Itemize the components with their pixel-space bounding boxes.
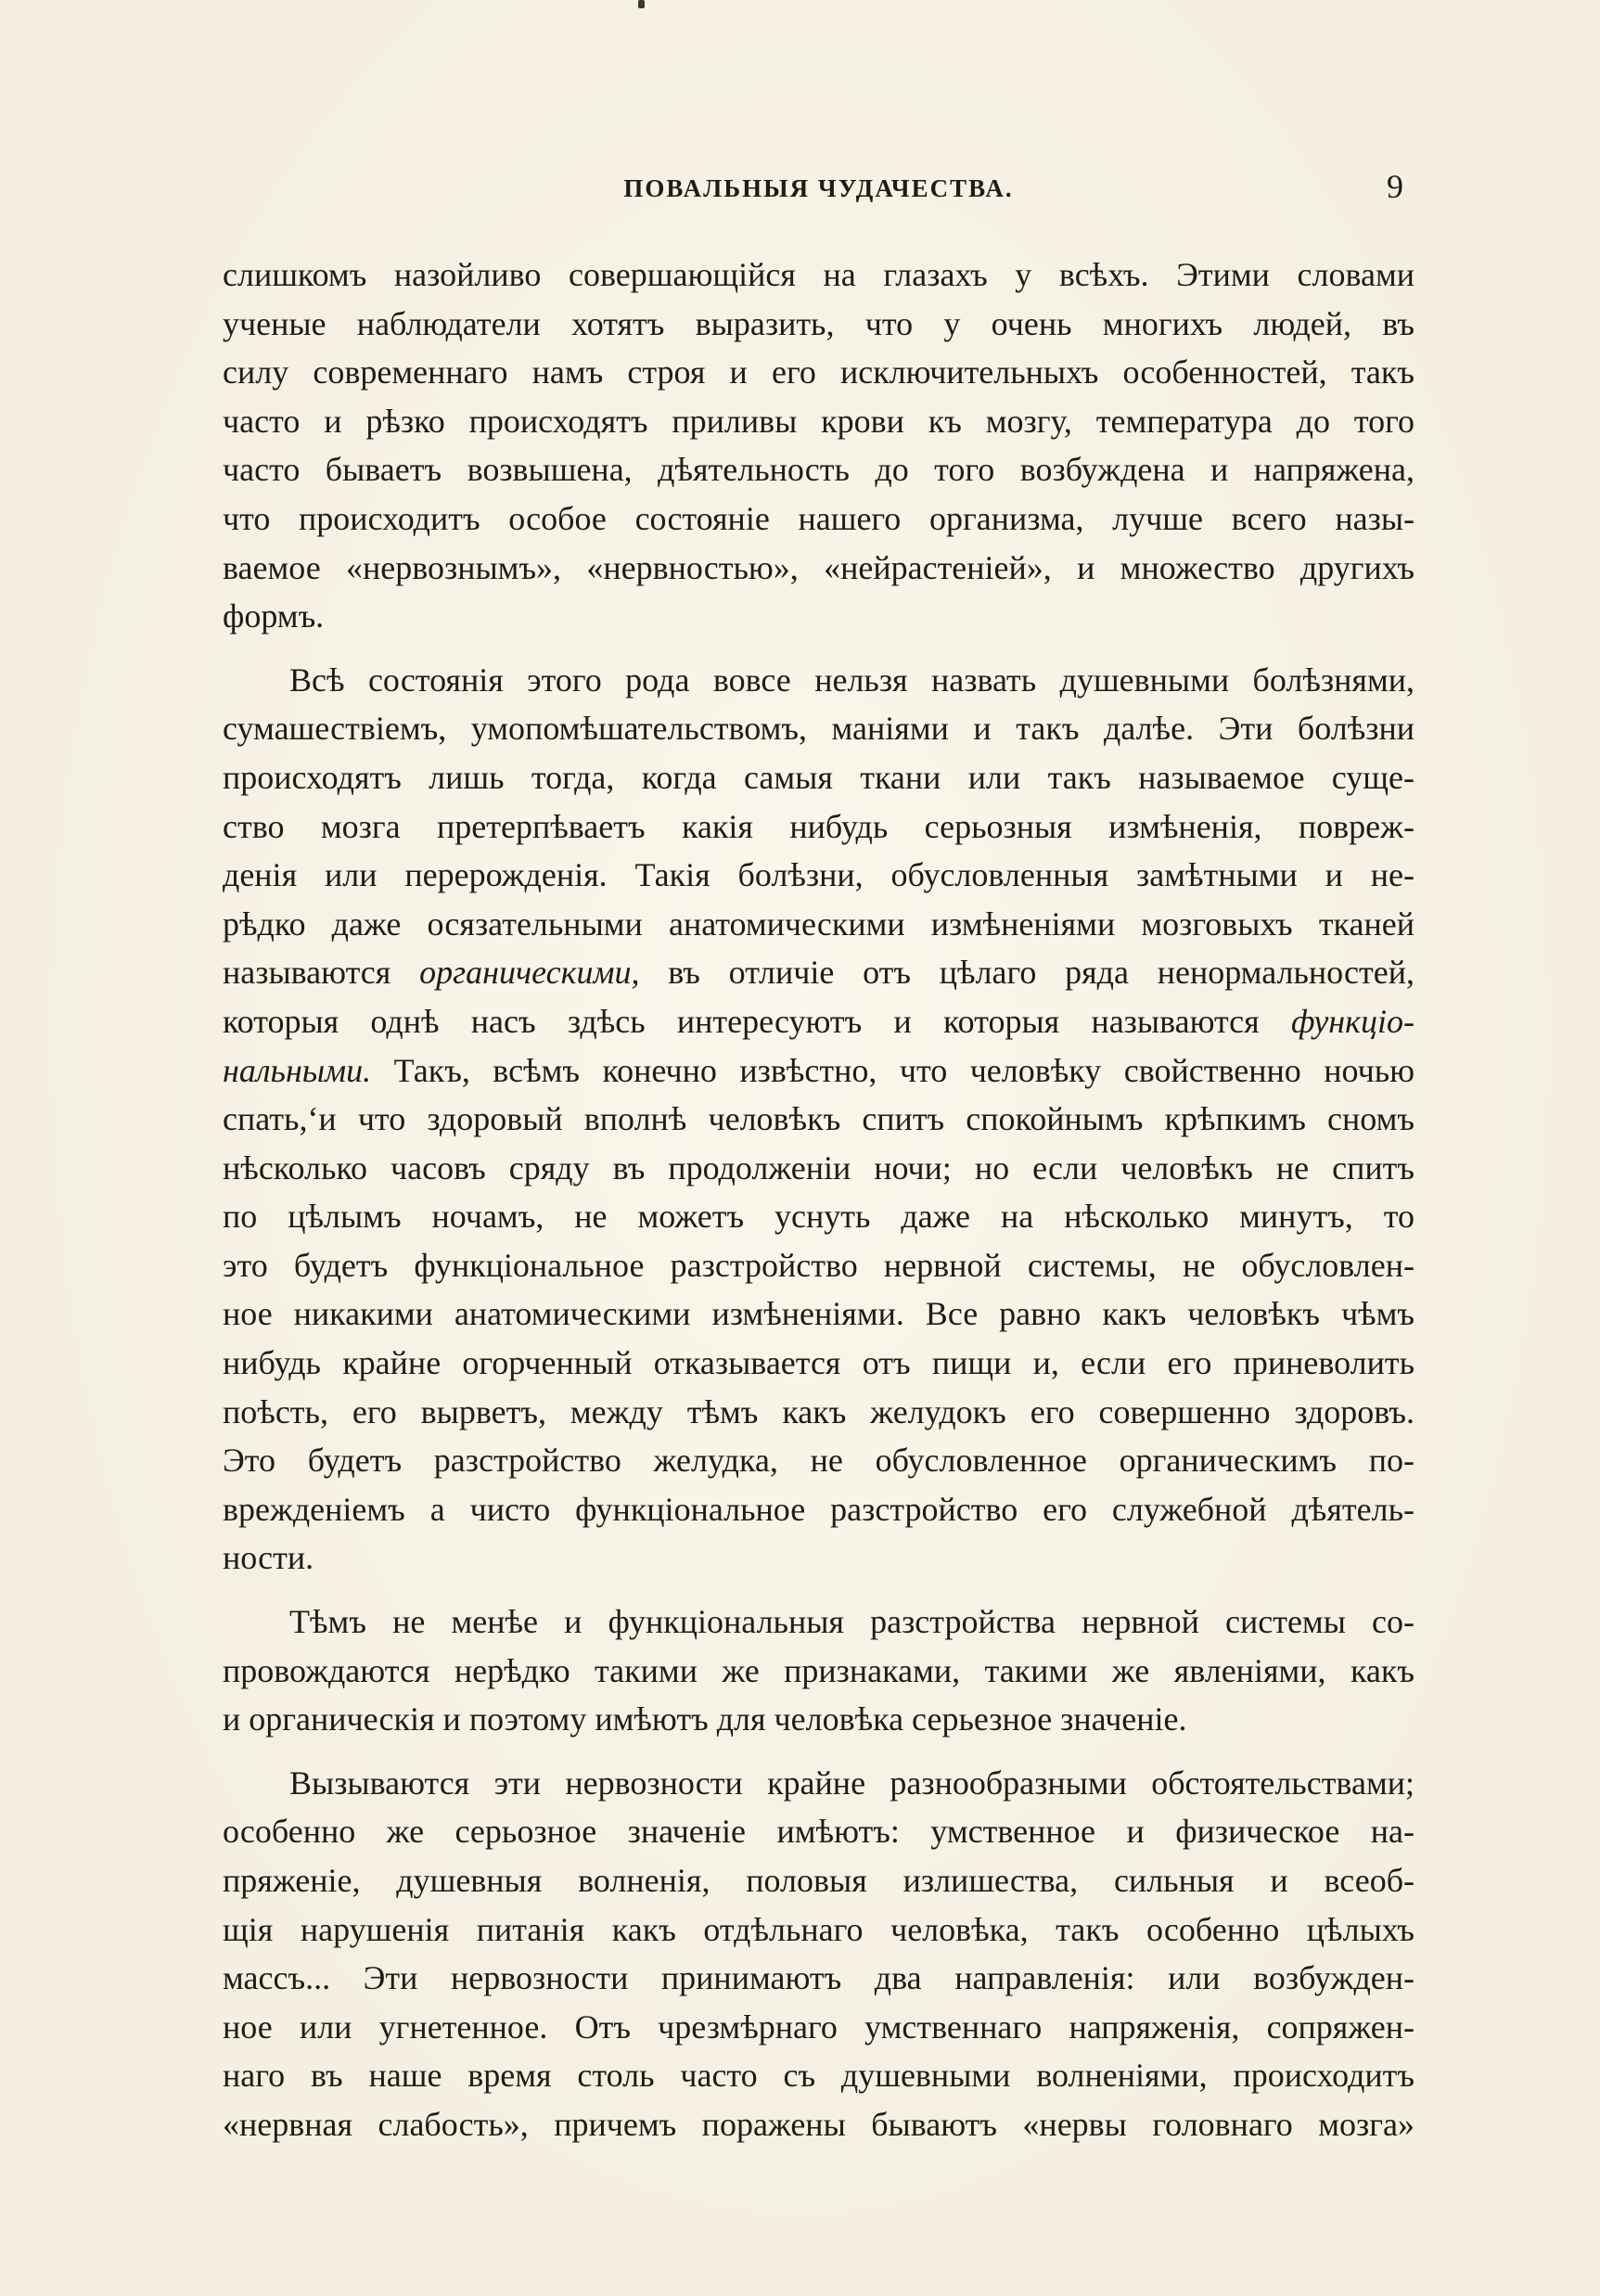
text-line: Вызываются эти нервозности крайне разнообразными обстоятельствами;	[289, 1764, 1414, 1802]
text-run: называются	[223, 954, 391, 992]
text-line: провождаются нерѣдко такими же признаками, такими же явленіями, какъ	[223, 1651, 1414, 1689]
text-line: денія или перерожденія. Такія болѣзни, обусловленныя замѣтными и не-	[223, 856, 1414, 894]
text-line: нибудь крайне огорченный отказывается отъ пищи и, если его приневолить	[223, 1344, 1414, 1382]
text-line: ности.	[223, 1539, 314, 1577]
text-line: щія нарушенія питанія какъ отдѣльнаго человѣка, такъ особенно цѣлыхъ	[223, 1910, 1414, 1948]
page-header	[223, 167, 1414, 212]
text-run: Такъ, всѣмъ конечно извѣстно, что человѣку свойственно ночью	[393, 1051, 1414, 1089]
italic-term-functional-part2: нальными.	[223, 1051, 372, 1089]
text-line-mixed	[223, 997, 1414, 1046]
text-run: которыя однѣ насъ здѣсь интересуютъ и которыя называются	[223, 1002, 1260, 1040]
text-run: въ отличіе отъ цѣлаго ряда ненормальностей,	[668, 954, 1414, 992]
text-line: ученые наблюдатели хотятъ выразить, что у очень многихъ людей, въ	[223, 304, 1414, 342]
paragraph-1	[223, 250, 1414, 641]
text-line: слишкомъ назойливо совершающійся на глазахъ у всѣхъ. Этими словами	[223, 256, 1414, 293]
running-title: ПОВАЛЬНЫЯ ЧУДАЧЕСТВА.	[623, 174, 1014, 202]
text-line: массъ... Эти нервозности принимаютъ два направленія: или возбужден-	[223, 1959, 1414, 1997]
text-line: часто бываетъ возвышена, дѣятельность до того возбуждена и напряжена,	[223, 451, 1414, 489]
text-line: спать,‘и что здоровый вполнѣ человѣкъ спитъ спокойнымъ крѣпкимъ сномъ	[223, 1100, 1414, 1138]
text-line: ное никакими анатомическими измѣненіями. Все равно какъ человѣкъ чѣмъ	[223, 1295, 1414, 1333]
paragraph-3	[223, 1597, 1414, 1744]
text-line: что происходитъ особое состояніе нашего организма, лучше всего назы-	[223, 499, 1414, 537]
text-line: ваемое «нервознымъ», «нервностью», «нейрастеніей», и множество другихъ	[223, 548, 1414, 586]
text-line: формъ.	[223, 597, 325, 635]
text-line: Это будетъ разстройство желудка, не обусловленное органическимъ по-	[223, 1442, 1414, 1480]
text-line-mixed	[223, 948, 1414, 997]
text-line: наго въ наше время столь часто съ душевными волненіями, происходитъ	[223, 2057, 1414, 2095]
text-line: Тѣмъ не менѣе и функціональныя разстройства нервной системы со-	[289, 1603, 1414, 1641]
text-line: это будетъ функціональное разстройство нервной системы, не обусловлен-	[223, 1246, 1414, 1284]
print-fleck	[638, 0, 645, 8]
text-line: Всѣ состоянія этого рода вовсе нельзя назвать душевными болѣзнями,	[289, 661, 1414, 699]
paragraph-2	[223, 656, 1414, 1583]
text-line: силу современнаго намъ строя и его исключительныхъ особенностей, такъ	[223, 353, 1414, 391]
text-line: нѣсколько часовъ сряду въ продолженіи ночи; но если человѣкъ не спитъ	[223, 1148, 1414, 1186]
text-line: ное или угнетенное. Отъ чрезмѣрнаго умственнаго напряженія, сопряжен-	[223, 2007, 1414, 2046]
text-line: часто и рѣзко происходятъ приливы крови къ мозгу, температура до того	[223, 402, 1414, 440]
italic-term-organic: органическими,	[419, 954, 640, 992]
text-line: рѣдко даже осязательными анатомическими измѣненіями мозговыхъ тканей	[223, 904, 1414, 943]
text-line: особенно же серьозное значеніе имѣютъ: умственное и физическое на-	[223, 1813, 1414, 1851]
text-line: по цѣлымъ ночамъ, не можетъ уснуть даже на нѣсколько минутъ, то	[223, 1198, 1414, 1236]
text-line: «нервная слабость», причемъ поражены бываютъ «нервы головнаго мозга»	[223, 2105, 1414, 2143]
text-line: пряженіе, душевныя волненія, половыя излишества, сильныя и всеоб-	[223, 1862, 1414, 1899]
paragraph-4	[223, 1759, 1414, 2149]
text-line: сумашествіемъ, умопомѣшательствомъ, маніями и такъ далѣе. Эти болѣзни	[223, 710, 1414, 748]
text-line-mixed	[223, 1046, 1414, 1096]
italic-term-functional-part1: функціо-	[1290, 1002, 1414, 1040]
body-text	[223, 250, 1414, 2149]
text-line: и органическія и поэтому имѣютъ для человѣка серьезное значеніе.	[223, 1700, 1187, 1738]
text-line: ство мозга претерпѣваетъ какія нибудь серьозныя измѣненія, повреж-	[223, 807, 1414, 845]
page-number: 9	[1387, 168, 1403, 205]
text-line: происходятъ лишь тогда, когда самыя ткани или такъ называемое суще-	[223, 758, 1414, 796]
text-line: врежденіемъ а чисто функціональное разстройство его служебной дѣятель-	[223, 1490, 1414, 1528]
text-line: поѣсть, его вырветъ, между тѣмъ какъ желудокъ его совершенно здоровъ.	[223, 1392, 1414, 1430]
